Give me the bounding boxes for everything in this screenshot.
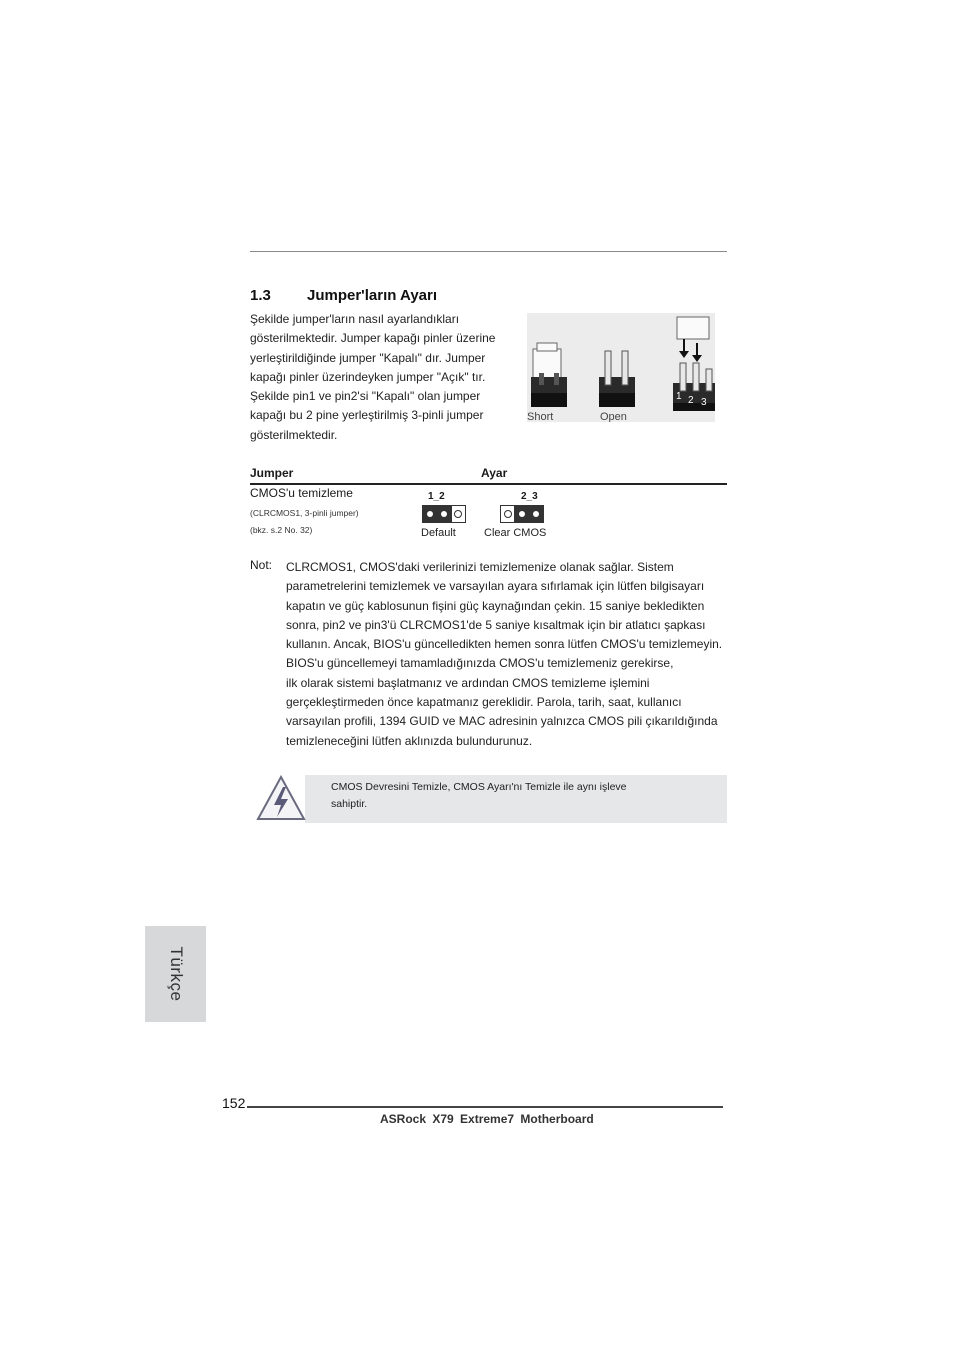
clear-cmos-jumper-svg [500,505,544,523]
warning-line: sahiptir. [331,798,368,810]
open-jumper-drawing [599,351,635,407]
intro-line: yerleştirildiğinde jumper "Kapalı" dır. Jumper [250,350,486,365]
top-rule [250,251,727,252]
note-line: CLRCMOS1, CMOS'daki verilerinizi temizlemenize olanak sağlar. Sistem [286,560,674,574]
table-row-name: CMOS'u temizleme [250,486,353,500]
warning-text [331,779,671,813]
page-number: 152 [222,1095,246,1111]
intro-paragraph [250,310,520,445]
table-row-subtitle: (CLRCMOS1, 3-pinli jumper) [250,508,359,518]
section-heading: Jumper'ların Ayarı [307,287,438,304]
warning-line: CMOS Devresini Temizle, CMOS Ayarı'nı Temizle ile aynı işleve [331,781,627,793]
section-number: 1.3 [250,287,271,304]
table-header-setting: Ayar [481,466,508,480]
short-jumper-drawing [531,343,567,407]
warning-icon [256,775,306,821]
intro-line: kapağı bu 2 pine yerleştirilmiş 3-pinli jumper [250,408,484,423]
intro-line: gösterilmektedir. [250,427,338,442]
default-jumper-diagram [422,505,466,528]
intro-line: kapağı pinler üzerindeyken jumper "Açık" tır. [250,369,486,384]
intro-line: Şekilde pin1 ve pin2'si "Kapalı" olan jumper [250,389,481,404]
default-jumper-svg [422,505,466,523]
table-row-reference: (bkz. s.2 No. 32) [250,525,313,535]
warning-triangle-svg [256,775,306,821]
language-side-tab-label: Türkçe [166,946,186,1002]
clear-cmos-jumper-diagram [500,505,544,528]
intro-line: gösterilmektedir. Jumper kapağı pinler üzerine [250,331,496,346]
language-side-tab [145,926,206,1022]
note-line: varsayılan profili, 1394 GUID ve MAC adresinin yalnızca CMOS pili çıkarıldığında [286,714,718,729]
note-line: sonra, pin2 ve pin3'ü CLRCMOS1'de 5 saniye kısaltmak için bir atlatıcı şapkası [286,617,706,632]
note-line: gerçekleştirmeden önce kapatmanız gereklidir. Parola, tarih, saat, kullanıcı [286,695,682,710]
table-header-rule [250,483,727,485]
jumper-illustration [527,313,715,422]
pin-number-1: 1 [676,391,682,402]
footer-rule [247,1106,723,1108]
pin-number-2: 2 [688,395,694,406]
pin-number-3: 3 [701,397,707,408]
footer-product-name: ASRock X79 Extreme7 Motherboard [380,1112,594,1126]
note-line: temizleneceğini lütfen aklınızda bulundurunuz. [286,733,533,748]
caption-default: Default [421,527,456,539]
jumper-illustration-svg [527,313,715,422]
note-line: kullanın. Ancak, BIOS'u güncelledikten hemen sonra lütfen CMOS'u temizlemeyin. [286,637,723,652]
note-line: parametrelerini temizlemek ve varsayılan ayara sıfırlamak için lütfen bilgisayarı [286,579,705,594]
pin-label-clear: 2_3 [521,491,538,502]
note-line: BIOS'u güncellemeyi tamamladığınızda CMOS'u temizlemeniz gerekirse, [286,656,674,671]
note-line: ilk olarak sistemi başlatmanız ve ardından CMOS temizleme işlemini [286,675,650,690]
note-line: kapatın ve güç kablosunun fişini güç kaynağından çekin. 15 saniye bekledikten [286,598,705,613]
pin-label-default: 1_2 [428,491,445,502]
caption-clear-cmos: Clear CMOS [484,527,547,539]
note-body [286,558,727,751]
section-title [250,287,437,304]
open-label: Open [600,411,627,422]
intro-line: Şekilde jumper'ların nasıl ayarlandıkları [250,312,460,326]
table-header-jumper: Jumper [250,466,294,480]
short-label: Short [527,411,554,422]
note-label: Not: [250,558,273,572]
three-pin-jumper-drawing [673,317,715,411]
